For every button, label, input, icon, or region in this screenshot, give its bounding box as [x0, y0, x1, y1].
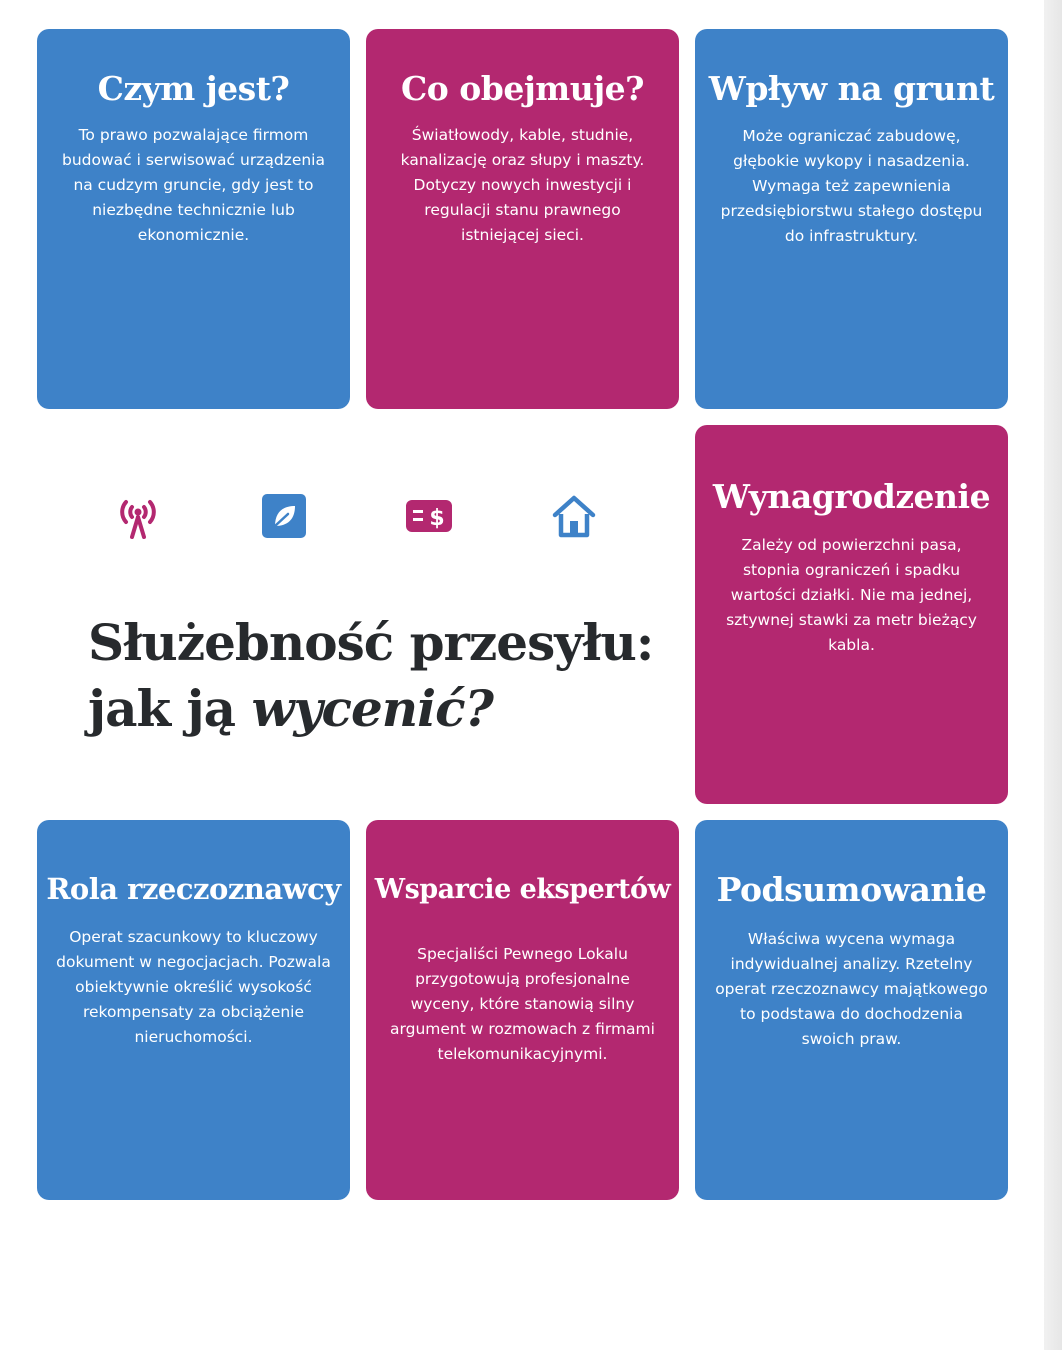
antenna-icon [115, 493, 161, 539]
card-title: Czym jest? [97, 69, 290, 108]
title-line-1: Służebność przesyłu: [88, 613, 654, 672]
card-podsumowanie [695, 820, 1008, 1200]
card-text: Zależy od powierzchni pasa, stopnia ograniczeń i spadku wartości działki. Nie ma jednej, sztywnej stawki za metr bieżący kabla. [726, 536, 977, 654]
card-wsparcie-ekspertow [366, 820, 679, 1200]
card-text: Operat szacunkowy to kluczowy dokument w negocjacjach. Pozwala obiektywnie określić wysokość rekompensaty za obciążenie nieruchomości. [56, 928, 331, 1046]
card-wynagrodzenie [695, 425, 1008, 804]
card-wplyw-na-grunt [695, 29, 1008, 409]
card-text: Specjaliści Pewnego Lokalu przygotowują profesjonalne wyceny, które stanowią silny argument w rozmowach z firmami telekomunikacyjnymi. [390, 945, 655, 1063]
card-czym-jest [37, 29, 350, 409]
card-title: Wsparcie ekspertów [374, 874, 671, 905]
card-text: To prawo pozwalające firmom budować i serwisować urządzenia na cudzym gruncie, gdy jest to niezbędne technicznie lub ekonomicznie. [62, 126, 325, 244]
leaf-icon [261, 493, 307, 539]
page-title [88, 610, 653, 742]
title-line-2-italic: wycenić? [251, 679, 493, 738]
home-icon [551, 493, 597, 539]
page-edge-strip [1044, 0, 1062, 1350]
card-title: Wynagrodzenie [712, 477, 991, 516]
card-title: Co obejmuje? [401, 69, 644, 108]
card-co-obejmuje [366, 29, 679, 409]
card-title: Wpływ na grunt [708, 69, 995, 108]
card-title: Podsumowanie [716, 870, 987, 909]
card-text: Światłowody, kable, studnie, kanalizację oraz słupy i maszty. Dotyczy nowych inwestycji i regulacji stanu prawnego istniejącej sieci. [400, 126, 645, 244]
money-icon [406, 493, 452, 539]
card-text: Właściwa wycena wymaga indywidualnej analizy. Rzetelny operat rzeczoznawcy majątkowego to podstawa do dochodzenia swoich praw. [715, 930, 988, 1048]
title-line-2-plain: jak ją [88, 679, 252, 738]
svg-text:$: $ [429, 506, 445, 531]
card-title: Rola rzeczoznawcy [46, 872, 341, 906]
card-rola-rzeczoznawcy [37, 820, 350, 1200]
card-text: Może ograniczać zabudowę, głębokie wykopy i nasadzenia. Wymaga też zapewnienia przedsiębiorstwu stałego dostępu do infrastruktury. [720, 127, 983, 245]
